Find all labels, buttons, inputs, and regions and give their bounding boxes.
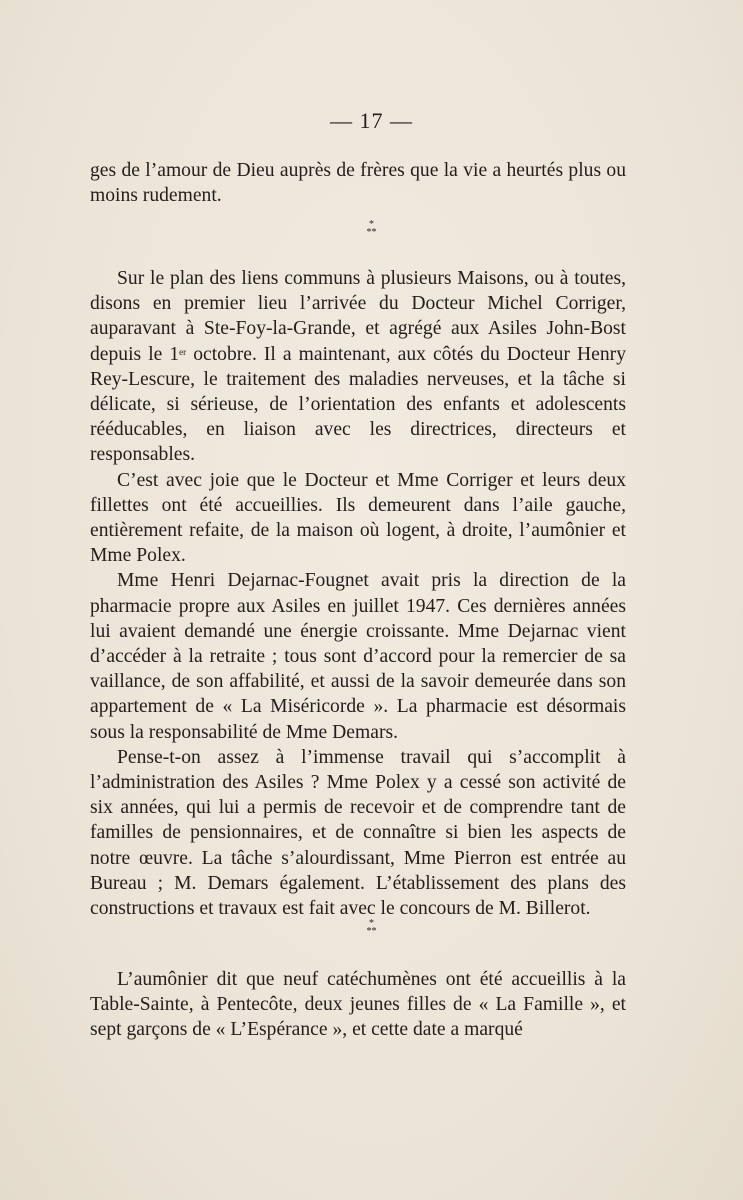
paragraph-4: Pense-t-on assez à l’immense travail qui s’accomplit à l’administration des Asiles ? Mme Polex y a cessé son activité de six années, qui lui a permis de recevoir et de comprendre tant de familles de pensionnaires, et de connaître si bien les aspects de notre œuvre. La tâche s’alourdissant, Mme Pierron est entrée au Bureau ; M. Demars également. L’établissement des plans des constructions et travaux est fait avec le concours de M. Billerot. bbox=[90, 746, 626, 920]
section-separator-1 bbox=[0, 221, 743, 237]
paragraph-3: Mme Henri Dejarnac-Fougnet avait pris la direction de la pharmacie propre aux Asiles en juillet 1947. Ces dernières années lui avaient demandé une énergie croissante. Mme Dejarnac vient d’accéder à la retraite ; tous sont d’accord pour la remercier de sa vaillance, de son affabilité, et aussi de la savoir demeurée dans son appartement de « La Miséricorde ». La pharmacie est désormais sous la responsabilité de Mme Demars. bbox=[90, 570, 626, 743]
main-section bbox=[90, 266, 626, 921]
opening-text bbox=[90, 158, 626, 208]
paragraph-1-end: octobre. Il a maintenant, aux côtés du Docteur Henry Rey-Lescure, le traitement des maladies nerveuses, et la tâche si délicate, si sérieuse, de l’orientation des enfants et adolescents rééducables, en liaison avec les directrices, directeurs et responsables. bbox=[90, 343, 626, 466]
section-separator-2 bbox=[0, 920, 743, 936]
asterism-bottom: ** bbox=[366, 926, 377, 937]
paragraph-1 bbox=[90, 266, 626, 468]
asterism-top: * bbox=[369, 219, 374, 230]
paragraph-2: C’est avec joie que le Docteur et Mme Corriger et leurs deux fillettes ont été accueillies. Ils demeurent dans l’aile gauche, entièrement refaite, de la maison où logent, à droite, l’aumônier et Mme Polex. bbox=[90, 469, 626, 567]
opening-paragraph: ges de l’amour de Dieu auprès de frères que la vie a heurtés plus ou moins rudement. bbox=[90, 160, 626, 207]
asterism-top: * bbox=[369, 918, 374, 929]
ordinal-superscript: er bbox=[179, 346, 187, 357]
page-number: — 17 — bbox=[330, 108, 413, 133]
asterism-bottom: ** bbox=[366, 227, 377, 238]
closing-section bbox=[90, 967, 626, 1043]
paragraph-1-start: Sur le plan des liens communs à plusieurs Maisons, ou à toutes, disons en premier lieu l’arrivée du Docteur Michel Corriger, auparavant à Ste-Foy-la-Grande, et agrégé aux Asiles John-Bost depuis le 1 bbox=[90, 268, 626, 365]
paragraph-5: L’aumônier dit que neuf catéchumènes ont été accueillis à la Table-Sainte, à Pentecôte, deux jeunes filles de « La Famille », et sept garçons de « L’Espérance », et cette date a marqué bbox=[90, 969, 626, 1041]
